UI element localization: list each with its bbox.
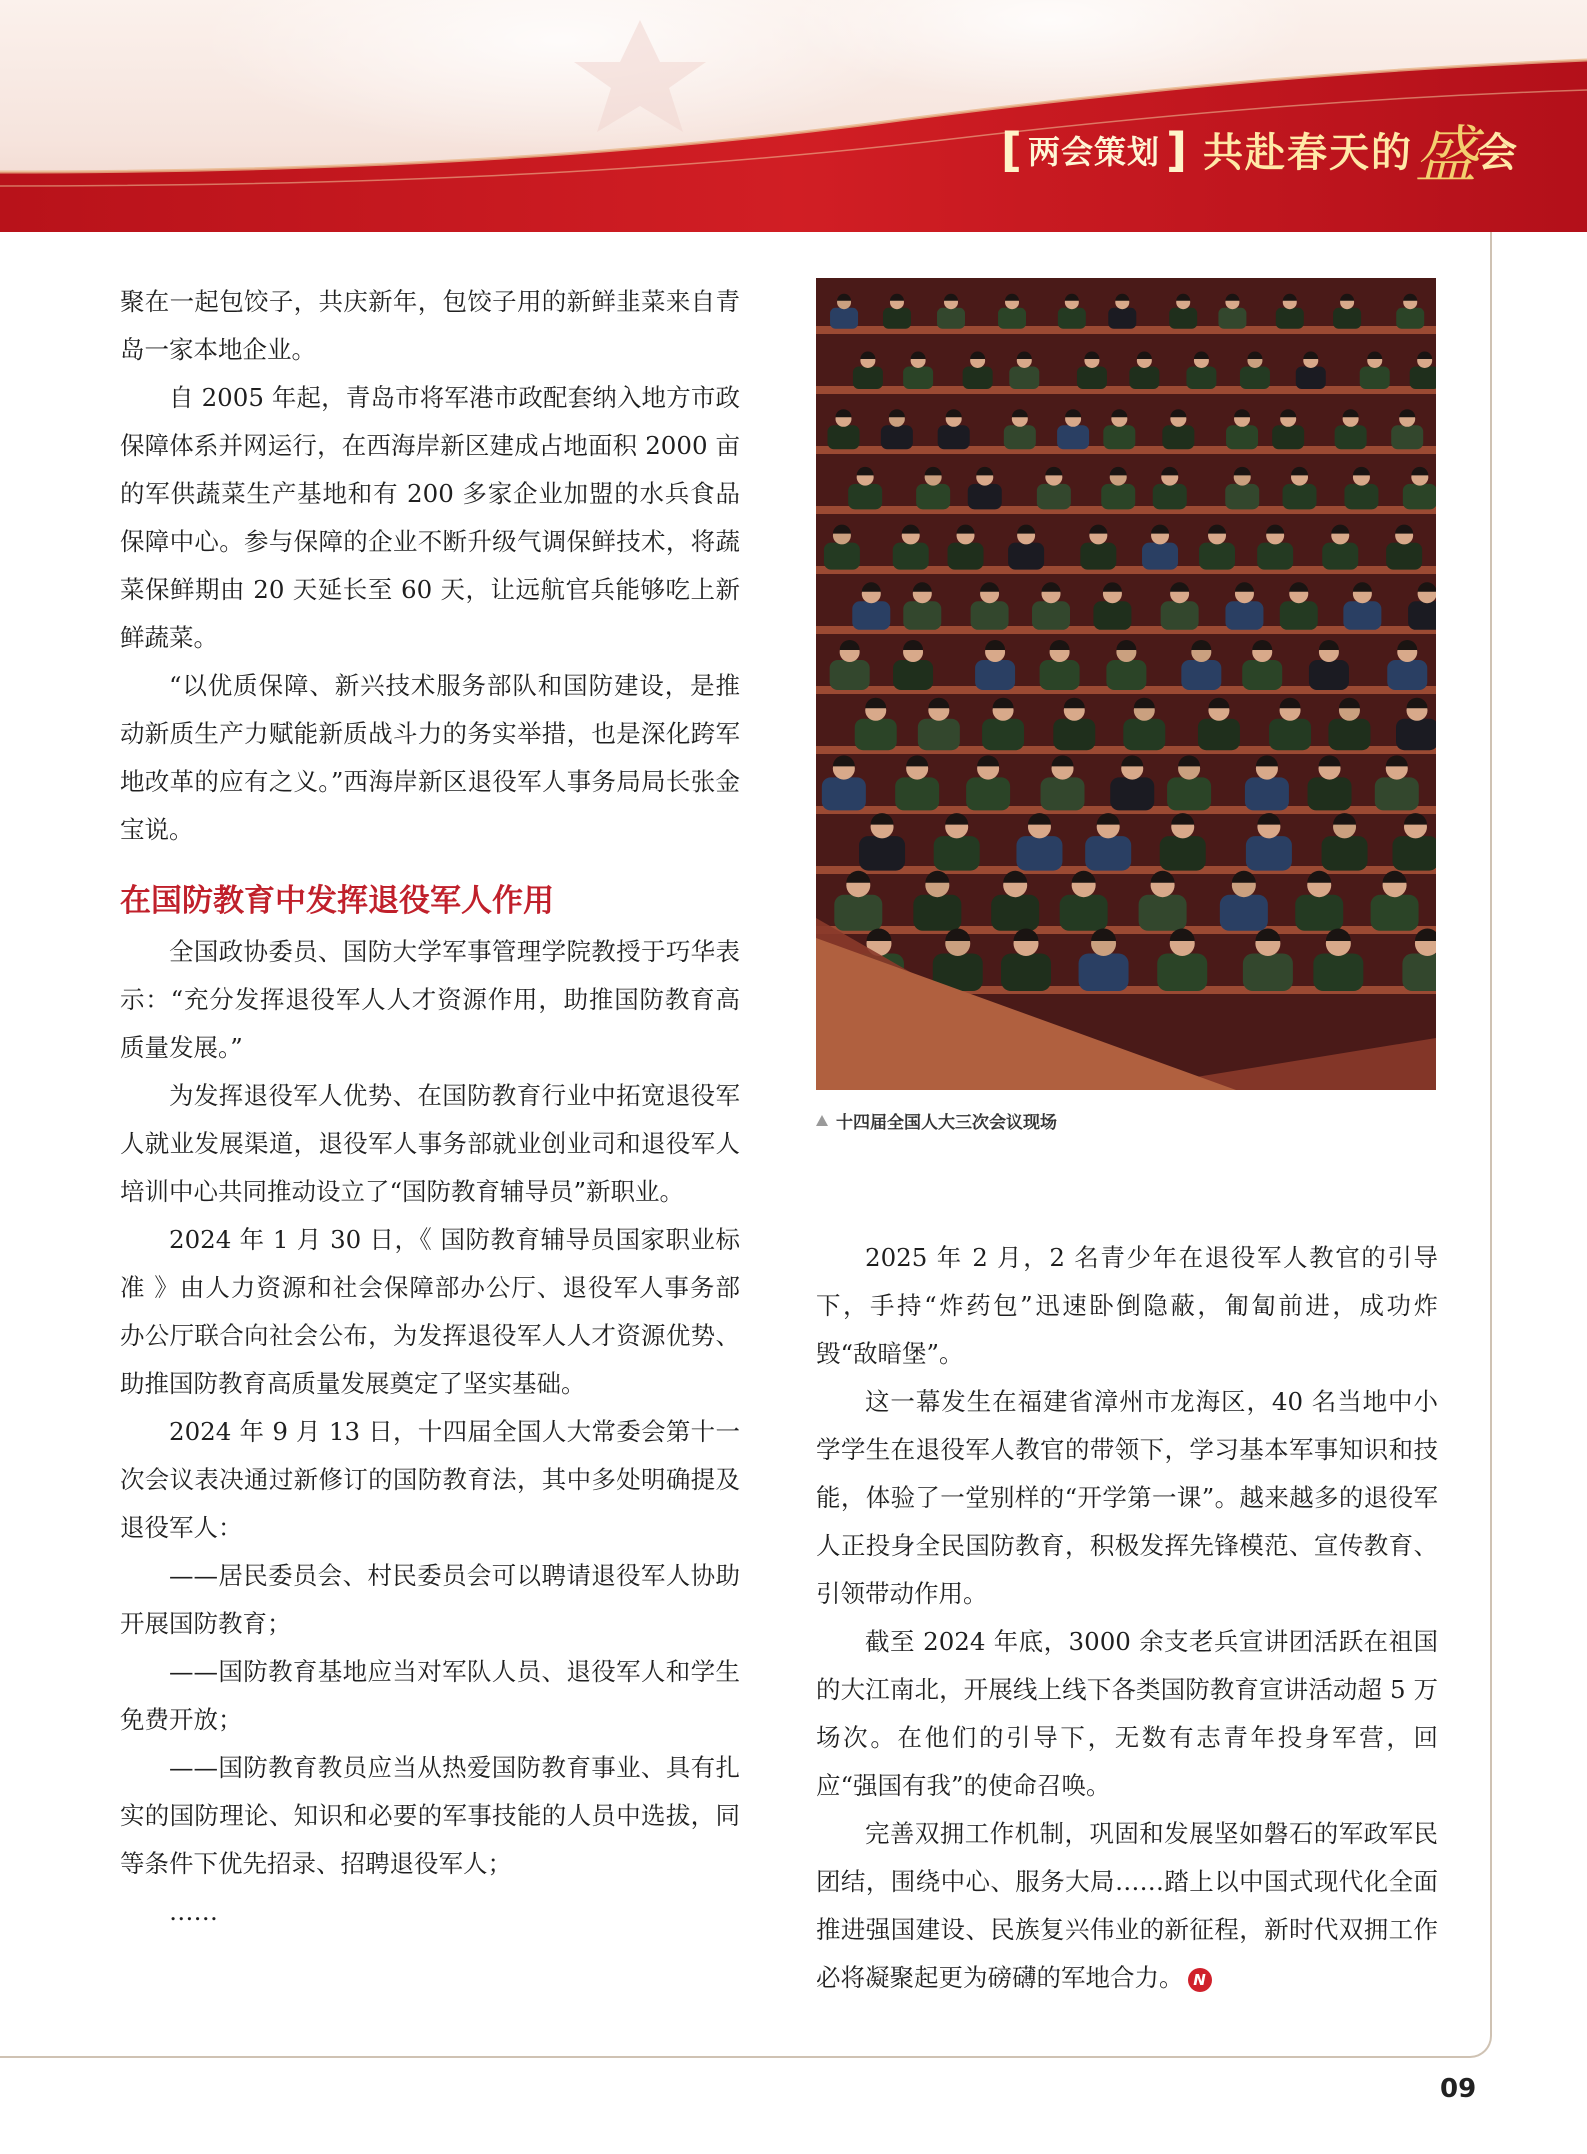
delegate-body [1295,895,1343,931]
delegate-body [859,836,905,871]
paragraph: ——国防教育教员应当从热爱国防教育事业、具有扎实的国防理论、知识和必要的军事技能的人员中选拔，同等条件下优先招录、招聘退役军人； [120,1753,740,1878]
delegate-body [991,895,1039,931]
delegate-body [1077,367,1107,390]
delegate-body [893,543,929,570]
delegate-body [1153,484,1187,510]
delegate-body [1009,367,1039,390]
delegate-body [913,895,961,931]
delegate-body [1333,308,1361,329]
delegate-body [830,308,858,329]
delegate-body [968,484,1002,510]
section-tag: 两会策划 [1027,132,1160,171]
delegate-body [852,601,890,630]
caption-text: 十四届全国人大三次会议现场 [836,1113,1057,1133]
delegate-body [1123,719,1165,751]
delegate-body [1335,425,1367,449]
delegate-body [971,601,1009,630]
delegate-body [848,484,882,510]
delegate-body [1004,425,1036,449]
delegate-body [1160,836,1206,871]
delegate-body [1218,308,1246,329]
delegate-body [1283,484,1317,510]
delegate-body [1280,601,1318,630]
paragraph: 全国政协委员、国防大学军事管理学院教授于巧华表示：“充分发挥退役军人人才资源作用，助推国防教育高质量发展。” [120,937,740,1062]
delegate-body [1093,601,1131,630]
delegate-body [1343,601,1381,630]
paragraph: 2024 年 9 月 13 日，十四届全国人大常委会第十一次会议表决通过新修订的国防教育法，其中多处明确提及退役军人： [120,1417,740,1542]
delegate-body [1246,836,1292,871]
delegate-body [934,836,980,871]
delegate-body [1129,367,1159,390]
delegate-body [1161,601,1199,630]
delegate-body [1186,367,1216,390]
delegate-body [1308,777,1352,810]
delegate-body [1403,484,1436,510]
delegate-body [1157,954,1207,992]
delegate-body [1272,425,1304,449]
paragraph: 2024 年 1 月 30 日，《 国防教育辅导员国家职业标准 》由人力资源和社会保障部办公厅、退役军人事务部办公厅联合向社会公布，为发挥退役军人人才资源优势、助推国防教育高质量发展奠定了坚实基础。 [120,1225,740,1398]
banner-title [1001,105,1517,194]
delegate-body [1344,484,1378,510]
delegate-body [1040,660,1080,690]
delegate-body [1167,777,1211,810]
delegate-body [1391,425,1423,449]
delegate-body [1162,425,1194,449]
paragraph: ——居民委员会、村民委员会可以聘请退役军人协助开展国防教育； [120,1561,740,1638]
delegate-body [1198,719,1240,751]
caption-triangle-icon [816,1115,828,1126]
delegate-body [1396,719,1436,751]
delegate-body [1199,543,1235,570]
conference-photo [816,278,1436,1090]
delegate-body [1240,367,1270,390]
delegate-body [1386,543,1422,570]
right-column [816,1234,1438,2002]
delegate-body [982,719,1024,751]
delegate-body [827,425,859,449]
delegate-body [1226,425,1258,449]
delegate-body [1371,895,1419,931]
delegate-body [1225,484,1259,510]
delegate-body [903,367,933,390]
delegate-body [1139,895,1187,931]
paragraph: 为发挥退役军人优势、在国防教育行业中拓宽退役军人就业发展渠道，退役军人事务部就业创业司和退役军人培训中心共同推动设立了“国防教育辅导员”新职业。 [120,1081,740,1206]
delegate-body [1058,308,1086,329]
banner-slogan-end: 会 [1477,130,1517,176]
delegate-body [918,719,960,751]
delegate-body [1387,660,1427,690]
delegate-body [903,601,941,630]
delegate-body [881,425,913,449]
delegate-body [895,777,939,810]
delegate-body [1142,543,1178,570]
delegate-body [883,308,911,329]
delegate-body [1103,425,1135,449]
delegate-body [1392,836,1436,871]
delegate-body [1060,895,1108,931]
delegate-body [822,777,866,810]
delegate-body [1016,836,1062,871]
paragraph: 自 2005 年起，青岛市将军港市政配套纳入地方市政保障体系并网运行，在西海岸新区建成占地面积 2000 亩的军供蔬菜生产基地和有 200 多家企业加盟的水兵食品保障中心。参与保障的企业不断升级气调保鲜技术，将蔬菜保鲜期由 20 天延长至 60 天，让远航官兵能够吃上新鲜蔬菜。 [120,383,740,652]
delegate-body [1243,954,1293,992]
left-column [120,278,740,1936]
delegate-body [966,777,1010,810]
paragraph: ——国防教育基地应当对军队人员、退役军人和学生免费开放； [120,1657,740,1734]
delegate-body [1001,954,1051,992]
delegate-body [1057,425,1089,449]
photo-caption [816,1108,1436,1133]
delegate-body [1322,836,1368,871]
delegate-body [1169,308,1197,329]
delegate-body [1181,660,1221,690]
delegate-body [1276,308,1304,329]
delegate-body [1408,601,1436,630]
delegate-body [1225,601,1263,630]
delegate-body [1041,777,1085,810]
delegate-body [830,660,870,690]
delegate-body [1328,719,1370,751]
paragraph: …… [169,1897,218,1926]
delegate-body [1375,777,1419,810]
delegate-body [1101,484,1135,510]
delegate-body [1037,484,1071,510]
paragraph: 这一幕发生在福建省漳州市龙海区，40 名当地中小学学生在退役军人教官的带领下，学习基本军事知识和技能，体验了一堂别样的“开学第一课”。越来越多的退役军人正投身全民国防教育，积极发挥先锋模范、宣传教育、引领带动作用。 [816,1387,1438,1608]
banner-slogan-calligraphy: 盛 [1414,118,1477,191]
paragraph: “以优质保障、新兴技术服务部队和国防建设，是推动新质生产力赋能新质战斗力的务实举措，也是深化跨军地改革的应有之义。”西海岸新区退役军人事务局局长张金宝说。 [120,671,740,844]
page-number: 09 [1440,2074,1477,2104]
delegate-body [1242,660,1282,690]
delegate-body [1257,543,1293,570]
delegate-body [998,308,1026,329]
delegate-body [1008,543,1044,570]
delegate-body [948,543,984,570]
delegate-body [1269,719,1311,751]
paragraph [816,1810,1438,2002]
delegate-body [1360,367,1390,390]
bracket-left: [ [1000,122,1022,177]
delegate-body [1032,601,1070,630]
banner-slogan: 共赴春天的 [1202,130,1413,176]
delegate-body [853,367,883,390]
delegate-body [1079,954,1129,992]
delegate-body [916,484,950,510]
delegate-body [1322,543,1358,570]
delegate-body [1309,660,1349,690]
delegate-body [1402,954,1436,992]
delegate-body [834,895,882,931]
delegate-body [938,425,970,449]
delegate-body [1220,895,1268,931]
delegate-body [1110,777,1154,810]
paragraph: 截至 2024 年底，3000 余支老兵宣讲团活跃在祖国的大江南北，开展线上线下各类国防教育宣讲活动超 5 万场次。在他们的引导下，无数有志青年投身军营，回应“强国有我”的使命召唤。 [816,1627,1438,1800]
delegate-body [1106,660,1146,690]
delegate-body [963,367,993,390]
delegate-body [1245,777,1289,810]
delegate-body [937,308,965,329]
paragraph: 聚在一起包饺子，共庆新年，包饺子用的新鲜韭菜来自青岛一家本地企业。 [120,287,740,364]
delegate-body [1085,836,1131,871]
delegate-body [1080,543,1116,570]
section-heading: 在国防教育中发挥退役军人作用 [120,883,554,919]
delegate-body [1313,954,1363,992]
delegate-body [1053,719,1095,751]
delegate-body [975,660,1015,690]
bracket-right: ] [1165,122,1187,177]
delegate-body [1108,308,1136,329]
delegate-body [855,719,897,751]
article-end-icon: N [1188,1968,1212,1992]
delegate-body [824,543,860,570]
delegate-body [1396,308,1424,329]
paragraph: 2025 年 2 月，2 名青少年在退役军人教官的引导下，手持“炸药包”迅速卧倒隐蔽，匍匐前进，成功炸毁“敌暗堡”。 [816,1243,1438,1368]
delegate-body [1296,367,1326,390]
header-banner [0,0,1587,232]
delegate-body [1410,367,1436,390]
final-paragraph-text: 完善双拥工作机制，巩固和发展坚如磐石的军政军民团结，围绕中心、服务大局……踏上以中国式现代化全面推进强国建设、民族复兴伟业的新征程，新时代双拥工作必将凝聚起更为磅礴的军地合力。 [816,1819,1438,1992]
crowd-illustration [816,278,1436,1090]
delegate-body [893,660,933,690]
